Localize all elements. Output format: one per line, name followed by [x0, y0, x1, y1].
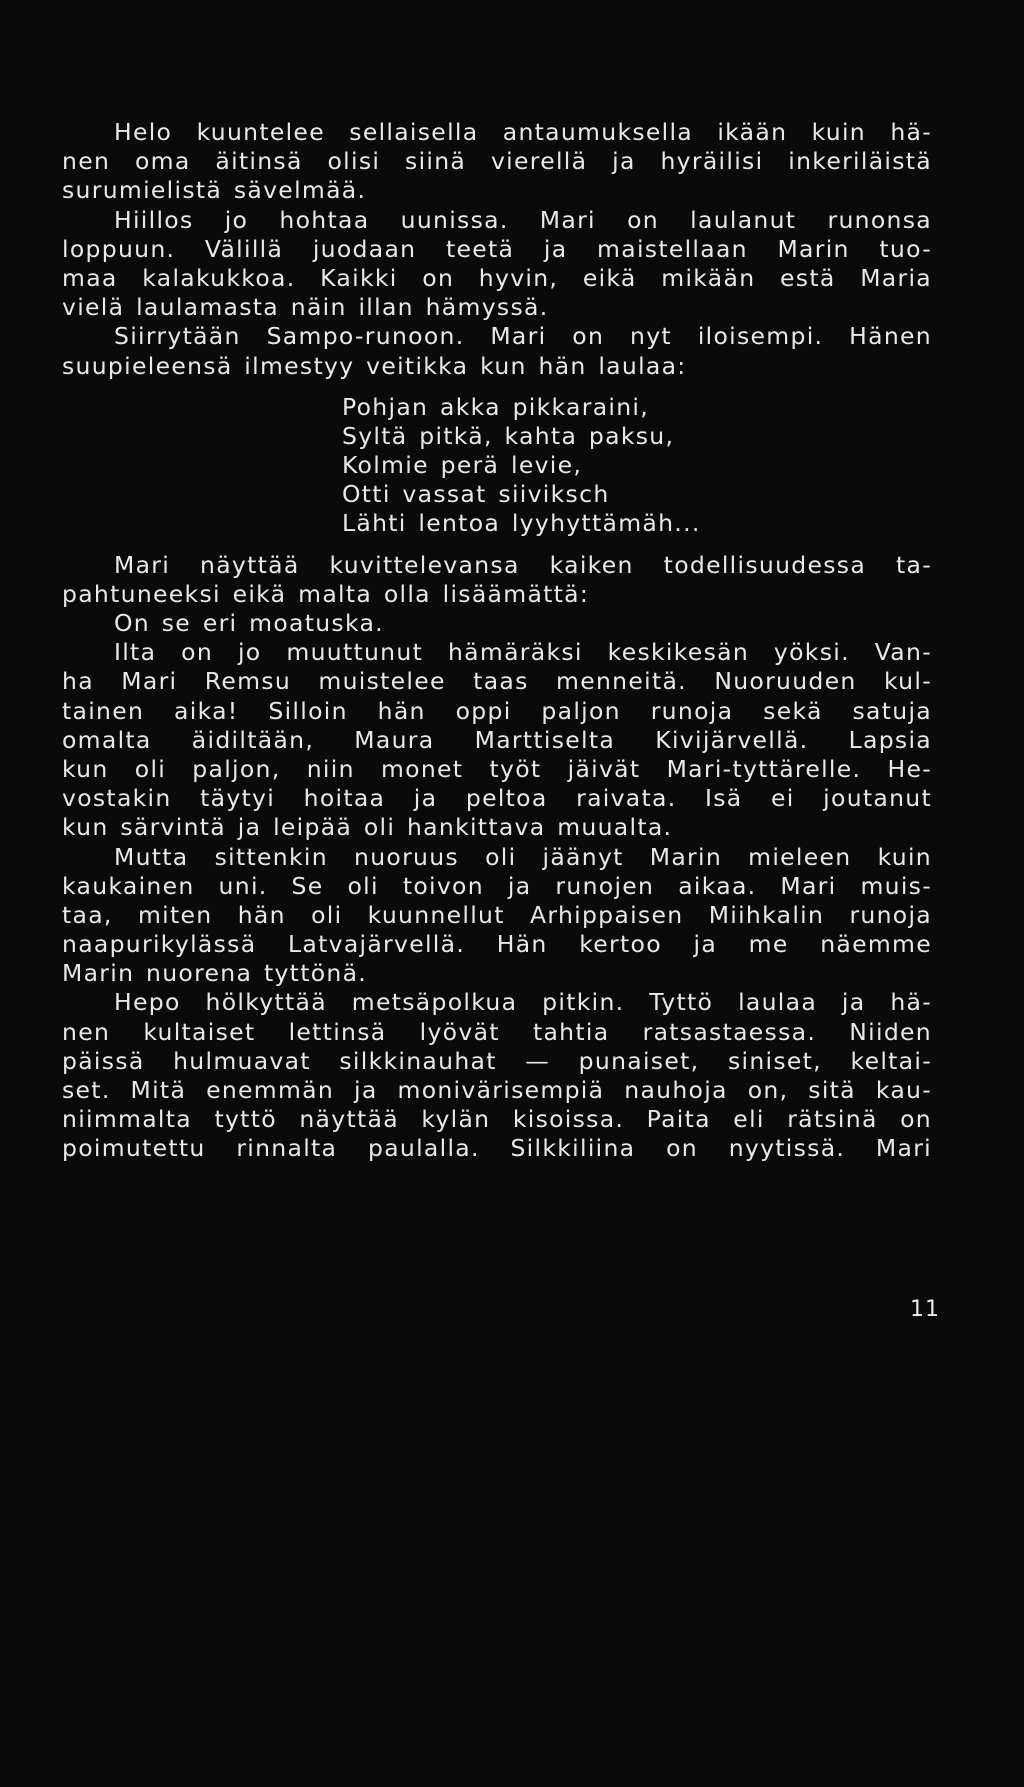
text-line: Helo kuuntelee sellaisella antaumuksella ikään kuin hä- [114, 118, 932, 146]
poem-line: Kolmie perä levie, [342, 451, 583, 480]
text-line: Hiillos jo hohtaa uunissa. Mari on laulanut runonsa [114, 205, 932, 234]
poem-line: Lähti lentoa lyyhyttämäh... [342, 509, 701, 538]
text-line: nen kultaiset lettinsä lyövät tahtia ratsastaessa. Niiden [62, 1017, 932, 1046]
text-line: set. Mitä enemmän ja monivärisempiä nauhoja on, sitä kau- [62, 1076, 932, 1104]
text-line: Mutta sittenkin nuoruus oli jäänyt Marin mieleen kuin [114, 842, 932, 871]
text-line: Ilta on jo muuttunut hämäräksi keskikesän yöksi. Van- [114, 638, 932, 667]
text-line: ha Mari Remsu muistelee taas menneitä. Nuoruuden kul- [62, 667, 932, 696]
poem-line: Pohjan akka pikkaraini, [342, 392, 650, 421]
text-line: omalta äidiltään, Maura Marttiselta Kivijärvellä. Lapsia [62, 725, 932, 754]
page-number: 11 [910, 1297, 940, 1322]
poem-line: Otti vassat siiviksch [342, 480, 610, 509]
text-line: vostakin täytyi hoitaa ja peltoa raivata. Isä ei joutanut [62, 784, 932, 813]
text-line: naapurikylässä Latvajärvellä. Hän kertoo ja me näemme [62, 930, 932, 959]
text-line: kun oli paljon, niin monet työt jäivät Mari-tyttärelle. He- [62, 754, 932, 783]
text-line: On se eri moatuska. [114, 609, 384, 637]
poem-line: Syltä pitkä, kahta paksu, [342, 421, 675, 450]
body-text [62, 118, 932, 1164]
text-line: vielä laulamasta näin illan hämyssä. [62, 293, 549, 322]
text-line: maa kalakukkoa. Kaikki on hyvin, eikä mikään estä Maria [62, 263, 932, 292]
text-line: niimmalta tyttö näyttää kylän kisoissa. Paita eli rätsinä on [62, 1105, 932, 1134]
text-line: loppuun. Välillä juodaan teetä ja maistellaan Marin tuo- [62, 234, 932, 263]
text-line: pahtuneeksi eikä malta olla lisäämättä: [62, 579, 590, 608]
text-line: taa, miten hän oli kuunnellut Arhippaisen Miihkalin runoja [62, 900, 932, 929]
text-line: Siirrytään Sampo-runoon. Mari on nyt iloisempi. Hänen [114, 322, 932, 351]
text-line: surumielistä sävelmää. [62, 176, 367, 205]
text-line: tainen aika! Silloin hän oppi paljon runoja sekä satuja [62, 696, 932, 725]
text-line: suupieleensä ilmestyy veitikka kun hän laulaa: [62, 351, 687, 380]
text-line: päissä hulmuavat silkkinauhat — punaiset, siniset, keltai- [62, 1046, 932, 1075]
text-line: nen oma äitinsä olisi siinä vierellä ja hyräilisi inkeriläistä [62, 147, 932, 176]
text-line: kaukainen uni. Se oli toivon ja runojen aikaa. Mari muis- [62, 871, 932, 900]
text-line: kun särvintä ja leipää oli hankittava muualta. [62, 813, 673, 842]
text-line: Marin nuorena tyttönä. [62, 959, 368, 988]
text-line: Hepo hölkyttää metsäpolkua pitkin. Tyttö laulaa ja hä- [114, 988, 932, 1017]
text-line: poimutettu rinnalta paulalla. Silkkiliina on nyytissä. Mari [62, 1134, 932, 1163]
text-line: Mari näyttää kuvittelevansa kaiken todellisuudessa ta- [114, 550, 932, 579]
